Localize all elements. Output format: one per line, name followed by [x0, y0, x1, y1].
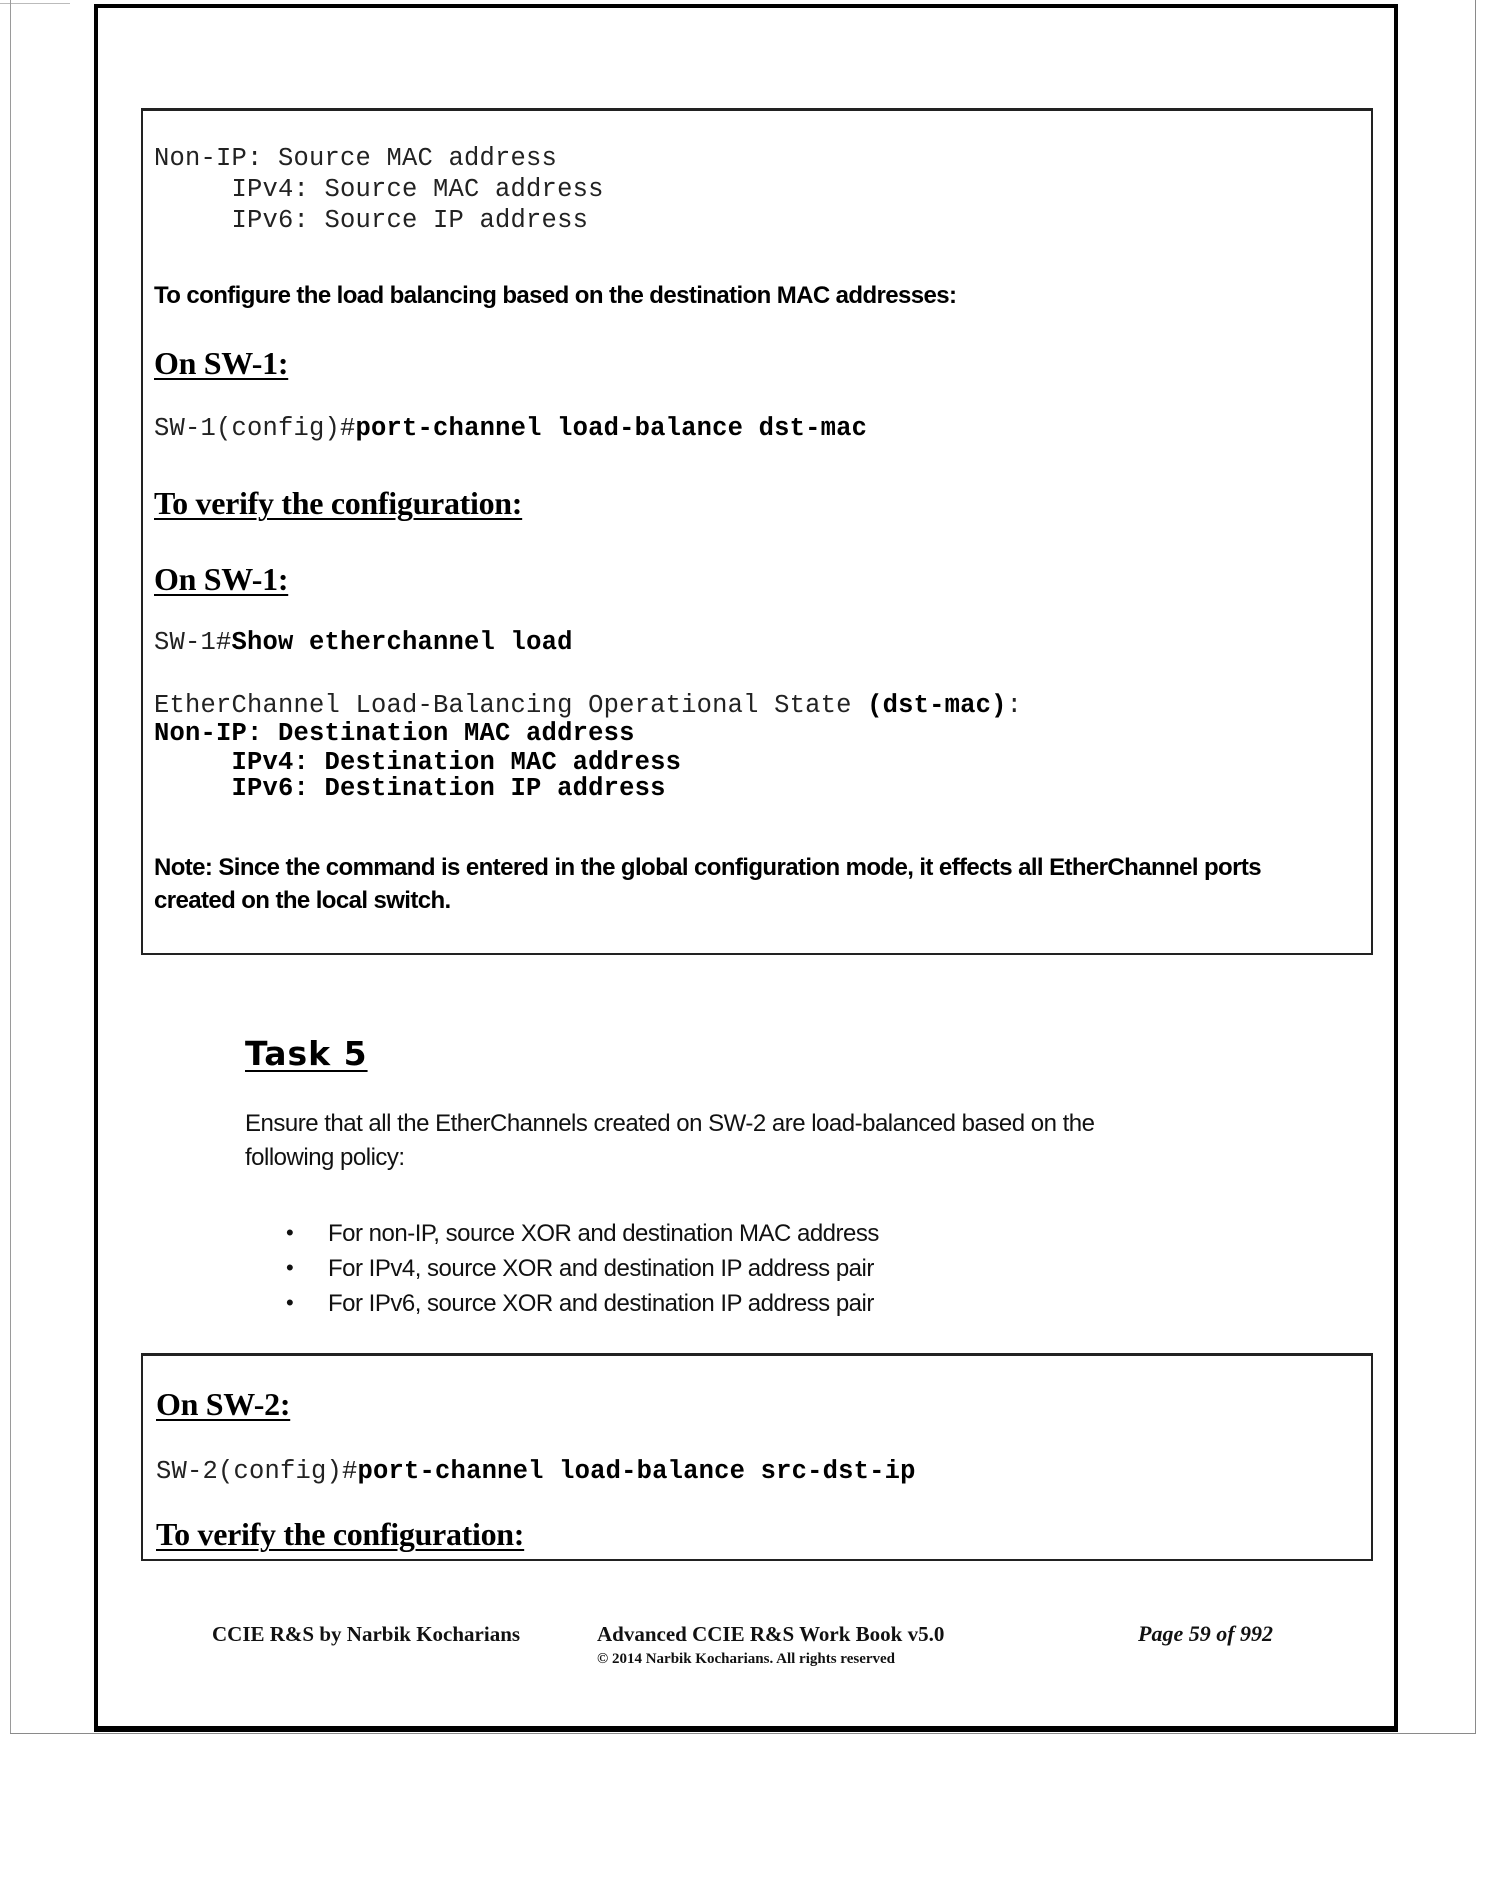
output-line-ipv6: IPv6: Destination IP address: [154, 774, 666, 803]
footer-book-title: Advanced CCIE R&S Work Book v5.0: [597, 1622, 945, 1646]
verify-heading: To verify the configuration:: [154, 485, 523, 521]
footer-copyright: © 2014 Narbik Kocharians. All rights reserved: [597, 1651, 896, 1667]
task-bullet-3: For IPv6, source XOR and destination IP address pair: [328, 1290, 874, 1317]
cli-command: Show etherchannel load: [231, 628, 573, 657]
task-description-line-2: following policy:: [245, 1144, 405, 1171]
task-bullet-1: For non-IP, source XOR and destination MAC address: [328, 1220, 879, 1247]
verify-command-sw1: [154, 628, 573, 657]
output-header-mode: (dst-mac): [867, 691, 1007, 720]
previous-output-line-3: IPv6: Source IP address: [154, 206, 589, 235]
cli-command: port-channel load-balance src-dst-ip: [357, 1457, 916, 1486]
output-line-non-ip: Non-IP: Destination MAC address: [154, 719, 635, 748]
task-title: Task 5: [245, 1034, 368, 1073]
task-description-line-1: Ensure that all the EtherChannels created on SW-2 are load-balanced based on the: [245, 1110, 1095, 1137]
cli-prompt: SW-2(config)#: [156, 1457, 358, 1486]
output-header-suffix: :: [1006, 691, 1023, 720]
output-line-ipv4: IPv4: Destination MAC address: [154, 748, 682, 777]
cli-prompt: SW-1#: [154, 628, 232, 657]
scan-edge-right: [1475, 0, 1476, 1733]
config-intro-text: To configure the load balancing based on the destination MAC addresses:: [154, 282, 957, 309]
previous-output-line-1: Non-IP: Source MAC address: [154, 144, 558, 173]
note-line-2: created on the local switch.: [154, 887, 451, 914]
config-command-sw2: [156, 1457, 916, 1486]
task-bullet-2: For IPv4, source XOR and destination IP address pair: [328, 1255, 874, 1282]
note-line-1: Note: Since the command is entered in the global configuration mode, it effects all EtherChannel ports: [154, 854, 1261, 881]
solution-box-sw1: [141, 108, 1373, 955]
bullet-icon: •: [286, 1220, 294, 1245]
footer-author: CCIE R&S by Narbik Kocharians: [212, 1622, 521, 1646]
output-header-text: EtherChannel Load-Balancing Operational State: [154, 691, 868, 720]
cli-prompt: SW-1(config)#: [154, 414, 356, 443]
bullet-icon: •: [286, 1290, 294, 1315]
scan-edge-bottom: [10, 1733, 1476, 1734]
verify-device-heading-sw1: On SW-1:: [154, 561, 289, 597]
verify-heading-sw2: To verify the configuration:: [156, 1516, 525, 1552]
config-heading-sw1: On SW-1:: [154, 345, 289, 381]
page-number: Page 59 of 992: [1138, 1621, 1274, 1646]
config-heading-sw2: On SW-2:: [156, 1386, 291, 1422]
cli-command: port-channel load-balance dst-mac: [355, 414, 868, 443]
previous-output-line-2: IPv4: Source MAC address: [154, 175, 604, 204]
config-command-sw1: [154, 414, 867, 443]
output-header: [154, 691, 1022, 720]
scan-edge-left: [10, 0, 11, 1733]
bullet-icon: •: [286, 1255, 294, 1280]
